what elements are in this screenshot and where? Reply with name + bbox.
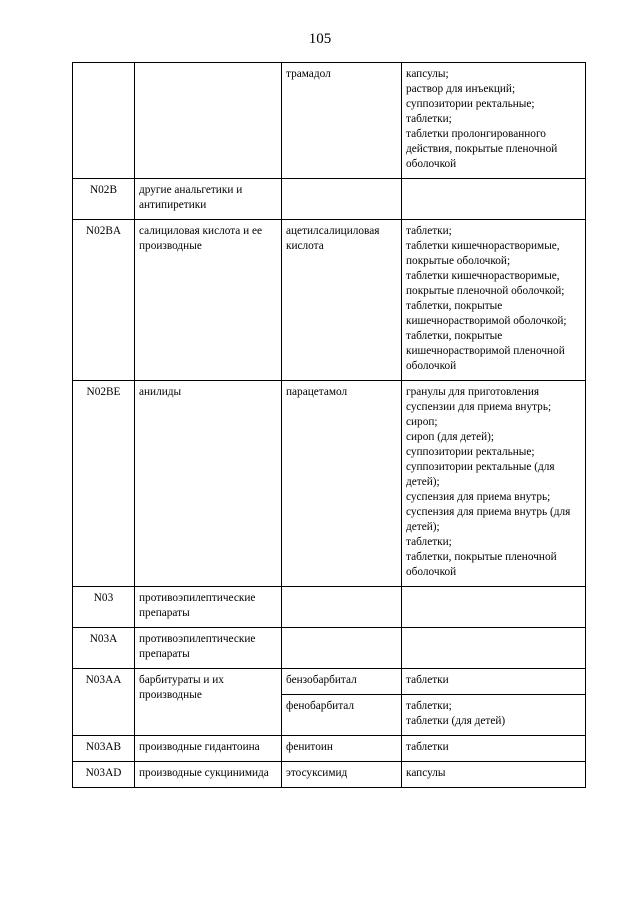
dosage-form: суспензия для приема внутрь (для детей);: [406, 506, 571, 533]
dosage-forms-cell: [402, 669, 586, 695]
atc-code-cell: N03AA: [73, 669, 135, 736]
dosage-forms-cell: [402, 381, 586, 587]
table-row: [73, 762, 586, 788]
dosage-form: таблетки, покрытые кишечнорастворимой оболочкой;: [406, 300, 567, 327]
dosage-form: сироп;: [406, 416, 438, 428]
drug-name-cell: фенитоин: [282, 736, 402, 762]
table-row: [73, 628, 586, 669]
drug-name-cell: ацетилсалициловая кислота: [282, 220, 402, 381]
drug-name-cell: этосуксимид: [282, 762, 402, 788]
anatomical-group-cell: салициловая кислота и ее производные: [135, 220, 282, 381]
dosage-form: суппозитории ректальные;: [406, 98, 535, 110]
table-row: [73, 63, 586, 179]
dosage-form: таблетки пролонгированного действия, покрытые пленочной оболочкой: [406, 128, 558, 170]
dosage-forms-cell: [402, 762, 586, 788]
anatomical-group-cell: [135, 63, 282, 179]
dosage-forms-cell: [402, 628, 586, 669]
anatomical-group-cell: анилиды: [135, 381, 282, 587]
dosage-form: капсулы;: [406, 68, 449, 80]
dosage-form: таблетки: [406, 741, 449, 753]
anatomical-group-cell: противоэпилептические препараты: [135, 628, 282, 669]
atc-code-cell: N03A: [73, 628, 135, 669]
dosage-forms-cell: [402, 587, 586, 628]
atc-code-cell: [73, 63, 135, 179]
dosage-form: таблетки;: [406, 225, 452, 237]
dosage-form: таблетки кишечнорастворимые, покрытые оболочкой;: [406, 240, 560, 267]
dosage-form: таблетки кишечнорастворимые, покрытые пленочной оболочкой;: [406, 270, 565, 297]
dosage-form: суппозитории ректальные;: [406, 446, 535, 458]
dosage-form: суспензия для приема внутрь;: [406, 491, 551, 503]
dosage-form: таблетки, покрытые пленочной оболочкой: [406, 551, 557, 578]
drug-name-cell: трамадол: [282, 63, 402, 179]
anatomical-group-cell: другие анальгетики и антипиретики: [135, 179, 282, 220]
table-row: [73, 669, 586, 695]
atc-code-cell: N03AB: [73, 736, 135, 762]
dosage-forms-cell: [402, 179, 586, 220]
dosage-forms-cell: [402, 63, 586, 179]
dosage-form: таблетки;: [406, 700, 452, 712]
dosage-forms-cell: [402, 736, 586, 762]
dosage-form: таблетки;: [406, 536, 452, 548]
table-row: [73, 220, 586, 381]
page-number: 105: [308, 31, 332, 47]
anatomical-group-cell: противоэпилептические препараты: [135, 587, 282, 628]
dosage-form: таблетки, покрытые кишечнорастворимой пленочной оболочкой: [406, 330, 565, 372]
table-row: [73, 736, 586, 762]
table-body: [73, 63, 586, 788]
dosage-form: сироп (для детей);: [406, 431, 495, 443]
dosage-forms-cell: [402, 220, 586, 381]
dosage-form: гранулы для приготовления суспензии для приема внутрь;: [406, 386, 552, 413]
anatomical-group-cell: барбитураты и их производные: [135, 669, 282, 736]
drug-name-cell: фенобарбитал: [282, 695, 402, 736]
atc-code-cell: N02BA: [73, 220, 135, 381]
drug-name-cell: бензобарбитал: [282, 669, 402, 695]
atc-code-cell: N02BE: [73, 381, 135, 587]
dosage-form: таблетки (для детей): [406, 715, 506, 727]
drug-name-cell: парацетамол: [282, 381, 402, 587]
drug-name-cell: [282, 179, 402, 220]
table-row: [73, 587, 586, 628]
atc-code-cell: N03: [73, 587, 135, 628]
dosage-forms-cell: [402, 695, 586, 736]
atc-code-cell: N02B: [73, 179, 135, 220]
anatomical-group-cell: производные сукцинимида: [135, 762, 282, 788]
dosage-form: таблетки: [406, 674, 449, 686]
drug-table: [72, 62, 586, 788]
dosage-form: суппозитории ректальные (для детей);: [406, 461, 555, 488]
drug-name-cell: [282, 587, 402, 628]
drug-name-cell: [282, 628, 402, 669]
dosage-form: раствор для инъекций;: [406, 83, 516, 95]
atc-code-cell: N03AD: [73, 762, 135, 788]
table-row: [73, 381, 586, 587]
table-row: [73, 179, 586, 220]
anatomical-group-cell: производные гидантоина: [135, 736, 282, 762]
dosage-form: таблетки;: [406, 113, 452, 125]
dosage-form: капсулы: [406, 767, 446, 779]
